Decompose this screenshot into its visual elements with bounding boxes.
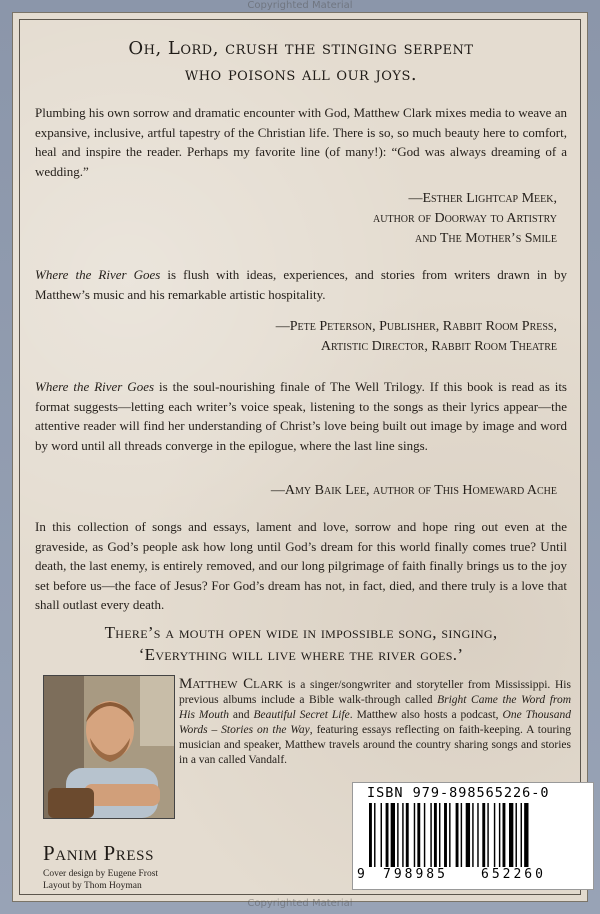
bio-text-1: is a singer/songwriter and storyteller from Mississippi. His previous albums include a Bible walk-through called — [179, 679, 571, 706]
barcode-bar — [516, 803, 517, 867]
barcode-bar — [449, 803, 450, 867]
endorsement-3 — [35, 377, 567, 455]
attribution-2-line-2: Artistic Director, Rabbit Room Theatre — [320, 339, 557, 354]
cover-design-credit: Cover design by Eugene Frost — [43, 869, 159, 879]
barcode-icon — [363, 803, 583, 867]
attribution-3: —Amy Baik Lee, author of This Homeward Ache — [270, 483, 557, 498]
bio-text-2: . Matthew also hosts a podcast, — [349, 709, 503, 721]
bio-and: and — [228, 709, 254, 721]
endorsement-2 — [35, 265, 567, 304]
barcode-bar — [439, 803, 440, 867]
layout-credit: Layout by Thom Hoyman — [43, 881, 142, 891]
barcode-bar — [482, 803, 485, 867]
barcode-bar — [461, 803, 462, 867]
barcode-bar — [406, 803, 409, 867]
attribution-1-line-2: author of Doorway to Artistry — [373, 211, 557, 226]
endorsement-2-text: is flush with ideas, experiences, and stories from writers drawn in by Matthew’s music and his remarkable artistic hospitality. — [35, 267, 567, 302]
attribution-2-line-1: —Pete Peterson, Publisher, Rabbit Room Press, — [275, 319, 557, 334]
author-photo-illustration — [44, 676, 174, 818]
author-bio — [179, 677, 571, 768]
bio-text-3: , featuring essays reflecting on faith-keeping. A touring musician and speaker, Matthew travels around the country sharing songs and stories in a van called Vandalf. — [179, 724, 571, 766]
closing-line-2: ‘Everything will live where the river goes.’ — [138, 645, 464, 664]
barcode-bar — [424, 803, 425, 867]
watermark-top: Copyrighted Material — [247, 0, 353, 11]
barcode-bar — [494, 803, 495, 867]
barcode-bar — [521, 803, 522, 867]
barcode-bar — [456, 803, 459, 867]
barcode-bar — [434, 803, 437, 867]
album-title-2: Beautiful Secret Life — [253, 709, 350, 721]
endorsement-3-text: is the soul-nourishing finale of The Well Trilogy. If this book is read as its format suggests—letting each writer’s voice speak, listening to the songs as their lyrics appear—the attentive reader will find her understanding of Christ’s love being built out image by image and word by word until all threads converge in the epilogue, where the last line sings. — [35, 379, 567, 453]
barcode-bar — [444, 803, 447, 867]
barcode-bar — [397, 803, 398, 867]
barcode-bar — [466, 803, 470, 867]
barcode-bar — [499, 803, 500, 867]
heading-line-1: Oh, Lord, crush the stinging serpent — [128, 38, 474, 59]
barcode-bar — [381, 803, 382, 867]
book-title-ref: Where the River Goes — [35, 267, 161, 282]
text-panel — [12, 12, 588, 902]
closing-line-1: There’s a mouth open wide in impossible song, singing, — [104, 623, 498, 642]
publisher-name: Panim Press — [43, 841, 155, 865]
endorsement-1: Plumbing his own sorrow and dramatic encounter with God, Matthew Clark mixes media to weave an expansive, inclusive, artful tapestry of the Christian life. There is so, so much beauty here to comfort, heal and inspire the reader. Perhaps my favorite line (of many!): “God was always dreaming of a wedding.” — [35, 105, 567, 179]
isbn-number: ISBN 979-898565226-0 — [367, 785, 550, 801]
barcode-bar — [487, 803, 488, 867]
barcode-bar — [472, 803, 473, 867]
attribution-2 — [276, 317, 557, 357]
book-description: In this collection of songs and essays, lament and love, sorrow and hope ring out even at the graveside, as God’s people ask how long until God’s dream for this world finally comes true? Until death, the last enemy, is entirely removed, and our long pilgrimage of faith finally brings us to the joy set before us—the face of Jesus? For God’s dream has not, in fact, died, and there truly is a love that shall outlast every death. — [35, 519, 567, 612]
barcode-lead-digit: 9 — [357, 867, 368, 882]
podcast-title: One Thousand Words – Stories on the Way — [179, 709, 572, 736]
heading-line-2: who poisons all our joys. — [184, 64, 418, 85]
barcode-bar — [417, 803, 420, 867]
attribution-1-line-3: and The Mother’s Smile — [414, 231, 557, 246]
album-title-1: Bright Came the Word from His Mouth — [179, 694, 572, 721]
barcode-left-digits: 798985 — [383, 867, 448, 882]
barcode-bar — [386, 803, 389, 867]
author-photo — [43, 675, 175, 819]
barcode-bar — [477, 803, 478, 867]
book-title-ref: Where the River Goes — [35, 379, 155, 394]
barcode-bar — [509, 803, 513, 867]
barcode-bar — [430, 803, 431, 867]
barcode-right-digits: 652260 — [481, 867, 546, 882]
barcode-bar — [524, 803, 528, 867]
attribution-1-name: —Esther Lightcap Meek, — [408, 191, 557, 206]
barcode-bar — [391, 803, 395, 867]
barcode-bar — [402, 803, 403, 867]
barcode-bar — [414, 803, 415, 867]
barcode-bar — [374, 803, 375, 867]
barcode-bar — [503, 803, 506, 867]
author-name: Matthew Clark — [179, 676, 284, 692]
watermark-bottom: Copyrighted Material — [247, 898, 353, 909]
isbn-barcode-box — [352, 782, 594, 890]
attribution-1 — [373, 189, 557, 249]
barcode-bar — [369, 803, 372, 867]
